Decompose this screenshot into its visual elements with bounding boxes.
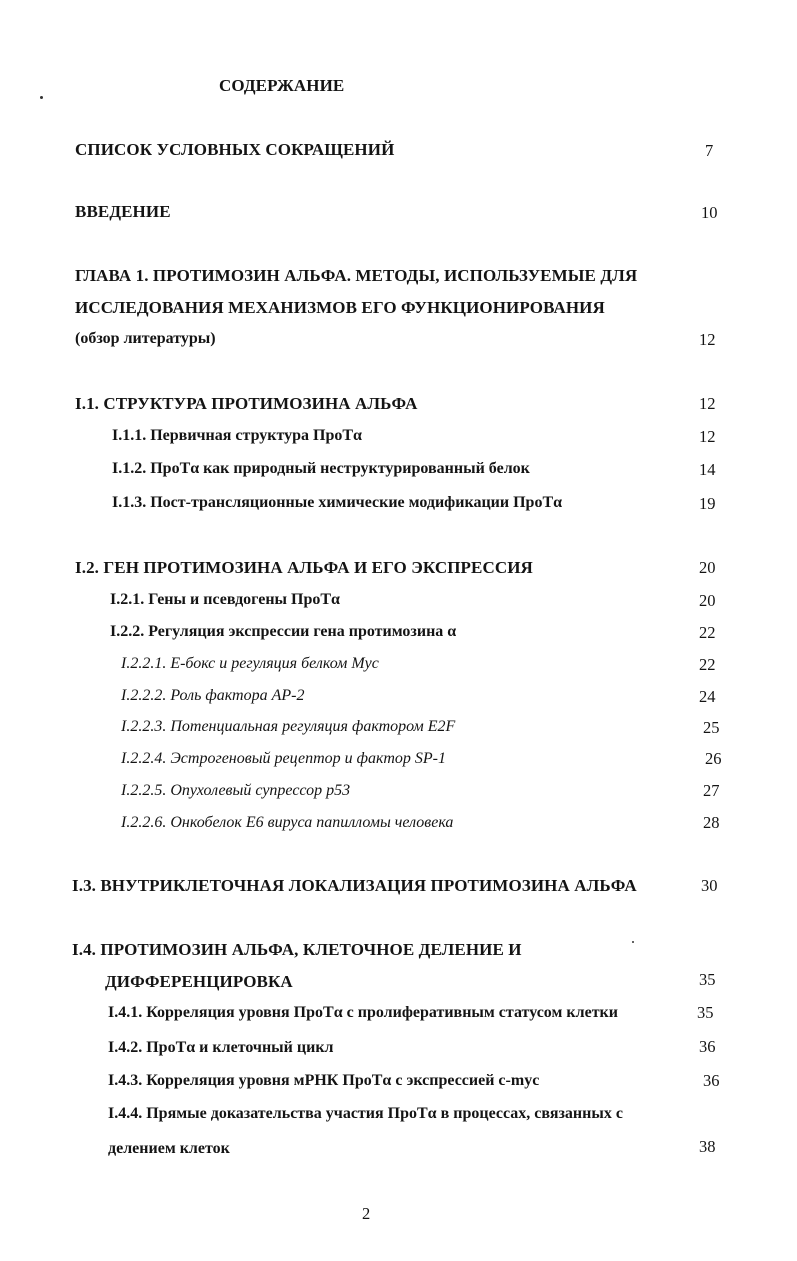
toc-entry-title: I.2.2.3. Потенциальная регуляция фактором E2F xyxy=(121,718,456,735)
toc-entry-title: I.1.1. Первичная структура ПроТα xyxy=(112,427,362,444)
toc-entry-page: 22 xyxy=(699,623,716,642)
toc-entry-title: I.4.2. ПроТα и клеточный цикл xyxy=(108,1039,334,1056)
toc-entry-page: 22 xyxy=(699,655,716,674)
toc-entry-title: ВВЕДЕНИЕ xyxy=(75,202,171,221)
toc-entry-page: 38 xyxy=(699,1137,716,1156)
toc-entry-title: I.2.2.2. Роль фактора AP-2 xyxy=(121,687,305,704)
toc-entry-title: I.3. ВНУТРИКЛЕТОЧНАЯ ЛОКАЛИЗАЦИЯ ПРОТИМОЗИНА АЛЬФА xyxy=(72,876,637,895)
toc-entry-page: 28 xyxy=(703,813,720,832)
toc-entry-title: I.2.2.6. Онкобелок E6 вируса папилломы человека xyxy=(121,814,454,831)
page-title: СОДЕРЖАНИЕ xyxy=(219,76,345,95)
toc-entry-title: I.4.3. Корреляция уровня мРНК ПроТα с экспрессией c-myc xyxy=(108,1072,540,1089)
toc-entry-page: 36 xyxy=(703,1071,720,1090)
page-number: 2 xyxy=(362,1204,371,1223)
toc-entry-title: ИССЛЕДОВАНИЯ МЕХАНИЗМОВ ЕГО ФУНКЦИОНИРОВАНИЯ xyxy=(75,298,605,317)
toc-entry-title: СПИСОК УСЛОВНЫХ СОКРАЩЕНИЙ xyxy=(75,140,395,159)
toc-entry-page: 12 xyxy=(699,394,716,413)
toc-entry-page: 35 xyxy=(697,1003,714,1022)
toc-entry-page: 30 xyxy=(701,876,718,895)
toc-entry-page: 35 xyxy=(699,970,716,989)
toc-entry-title: I.4.4. Прямые доказательства участия ПроТα в процессах, связанных с xyxy=(108,1105,623,1122)
toc-entry-page: 14 xyxy=(699,460,716,479)
toc-entry-title: I.2.2. Регуляция экспрессии гена протимозина α xyxy=(110,623,457,640)
toc-entry-page: 7 xyxy=(705,141,714,160)
toc-entry-page: 26 xyxy=(705,749,722,768)
toc-entry-title: I.4. ПРОТИМОЗИН АЛЬФА, КЛЕТОЧНОЕ ДЕЛЕНИЕ И xyxy=(72,940,522,959)
toc-entry-page: 20 xyxy=(699,558,716,577)
toc-entry-page: 36 xyxy=(699,1037,716,1056)
scan-speck xyxy=(40,96,43,99)
toc-entry-page: 12 xyxy=(699,330,716,349)
toc-entry-title: (обзор литературы) xyxy=(75,330,216,347)
toc-entry-page: 27 xyxy=(703,781,720,800)
toc-entry-title: I.2.2.4. Эстрогеновый рецептор и фактор SP-1 xyxy=(121,750,446,767)
toc-entry-page: 20 xyxy=(699,591,716,610)
toc-entry-page: 24 xyxy=(699,687,716,706)
toc-entry-title: ДИФФЕРЕНЦИРОВКА xyxy=(105,972,293,991)
toc-entry-title: I.2.2.5. Опухолевый супрессор p53 xyxy=(121,782,351,799)
toc-entry-page: 25 xyxy=(703,718,720,737)
toc-entry-title: I.1.2. ПроТα как природный неструктурированный белок xyxy=(112,460,530,477)
toc-entry-page: 12 xyxy=(699,427,716,446)
scan-speck xyxy=(632,941,634,943)
toc-entry-title: I.1. СТРУКТУРА ПРОТИМОЗИНА АЛЬФА xyxy=(75,394,418,413)
toc-entry-title: I.4.1. Корреляция уровня ПроТα с пролиферативным статусом клетки xyxy=(108,1004,618,1021)
toc-entry-title: делением клеток xyxy=(108,1140,230,1157)
toc-entry-title: I.1.3. Пост-трансляционные химические модификации ПроТα xyxy=(112,494,563,511)
toc-entry-title: I.2.2.1. Е-бокс и регуляция белком Myc xyxy=(121,655,379,672)
toc-entry-title: ГЛАВА 1. ПРОТИМОЗИН АЛЬФА. МЕТОДЫ, ИСПОЛЬЗУЕМЫЕ ДЛЯ xyxy=(75,266,638,285)
toc-entry-page: 10 xyxy=(701,203,718,222)
toc-entry-page: 19 xyxy=(699,494,716,513)
toc-entry-title: I.2.1. Гены и псевдогены ПроТα xyxy=(110,591,340,608)
toc-entry-title: I.2. ГЕН ПРОТИМОЗИНА АЛЬФА И ЕГО ЭКСПРЕССИЯ xyxy=(75,558,533,577)
